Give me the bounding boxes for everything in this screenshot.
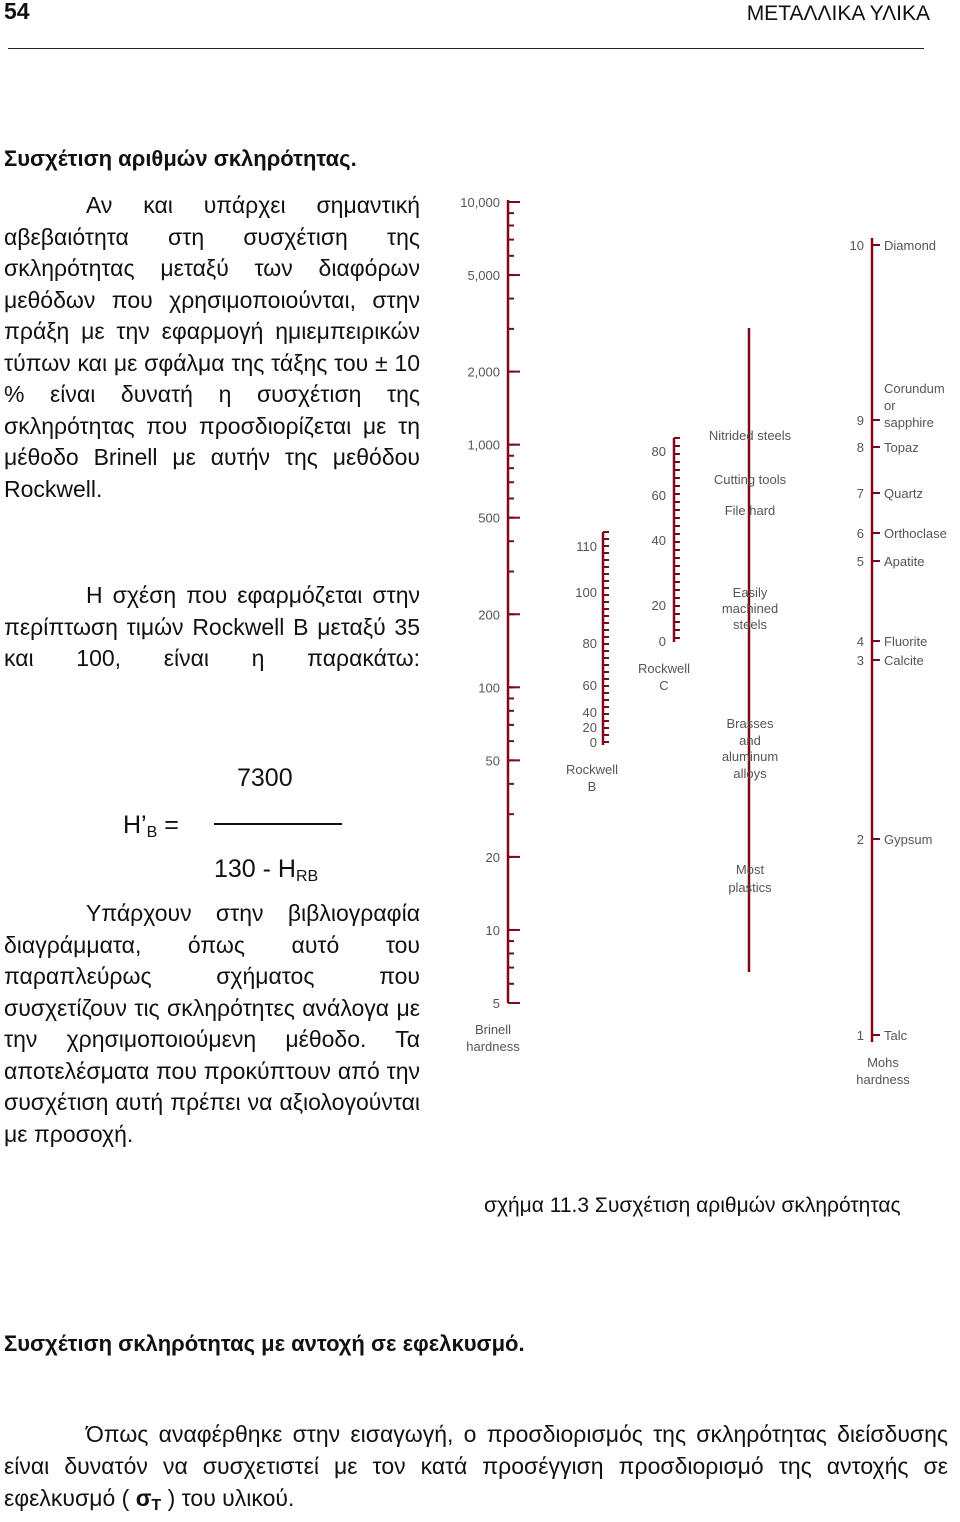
mohs-names	[884, 238, 947, 1043]
brinell-label: 5,000	[467, 268, 500, 284]
label-plastics-2: plastics	[728, 880, 772, 895]
rockwell-c-title-2: C	[659, 678, 669, 693]
rockwell-b-title-1: Rockwell	[565, 762, 619, 777]
brinell-label: 500	[478, 510, 500, 526]
mohs-number: 9	[856, 413, 864, 428]
rockwell-b-label: 60	[582, 678, 597, 693]
rockwell-c-label: 60	[651, 488, 666, 503]
rockwell-b-title-2: B	[587, 779, 597, 794]
rockwell-b-label: 100	[575, 585, 597, 600]
paragraph-tensile: Όπως αναφέρθηκε στην εισαγωγή, ο προσδιορισμός της σκληρότητας διείσδυσης είναι δυνατόν να συσχετιστεί με τον κατά προσέγγιση προσδιορισμό της αντοχής σε εφελκυσμό ( $\sigma_T$ ) του υλικού.	[4, 1421, 948, 1514]
label-brasses-3: aluminum	[721, 749, 779, 764]
mohs-name: Quartz	[884, 486, 924, 501]
label-easily-2: machined	[721, 601, 779, 616]
mohs-number: 1	[856, 1028, 864, 1043]
formula-denominator: $130 - H_{RB}$	[214, 855, 319, 885]
paragraph-intro: Αν και υπάρχει σημαντική αβεβαιότητα στη συσχέτιση της σκληρότητας μεταξύ των διαφόρων μεθόδων που χρησιμοποιούνται, στην πράξη με την εφαρμογή ημιεμπειρικών τύπων και με σφάλμα της τάξης του ± 10 % είναι δυνατή η συσχέτιση της σκληρότητας που προσδιορίζεται με τη μέθοδο Brinell με αυτήν της μεθόδου Rockwell.	[4, 192, 420, 502]
label-easily-3: steels	[733, 617, 767, 632]
formula-fraction-bar	[214, 823, 342, 825]
section-heading-tensile: Συσχέτιση σκληρότητας με αντοχή σε εφελκυσμό.	[4, 1331, 525, 1356]
brinell-title-2: hardness	[466, 1039, 520, 1054]
mohs-number: 4	[856, 634, 864, 649]
rockwell-c-labels	[652, 444, 666, 649]
brinell-label: 200	[478, 607, 500, 623]
brinell-label: 1,000	[467, 437, 500, 453]
rockwell-b-label: 80	[582, 636, 597, 651]
brinell-title-1: Brinell	[474, 1022, 512, 1037]
mohs-title-2: hardness	[856, 1072, 910, 1087]
mohs-name: Topaz	[884, 440, 919, 455]
mohs-name: Calcite	[884, 653, 924, 668]
formula-numerator: 7300	[237, 764, 293, 792]
mohs-numbers	[850, 238, 864, 1043]
mohs-number: 6	[856, 526, 864, 541]
label-brasses-2: and	[739, 733, 761, 748]
mohs-corundum-1: Corundum	[884, 381, 945, 396]
mohs-number: 2	[856, 832, 864, 847]
rockwell-b-label: 110	[576, 539, 597, 554]
mohs-corundum-2: or	[884, 398, 896, 413]
header-rule	[8, 48, 924, 49]
hardness-scales-figure	[440, 180, 960, 1180]
mohs-number: 10	[849, 238, 864, 253]
label-file-hard: File hard	[724, 503, 776, 518]
mohs-corundum-3: sapphire	[884, 415, 934, 430]
brinell-labels	[460, 195, 500, 1011]
paragraph-relation: Η σχέση που εφαρμόζεται στην περίπτωση τιμών Rockwell B μεταξύ 35 και 100, είναι η παρακάτω:	[4, 582, 420, 671]
rockwell-b-labels	[575, 539, 597, 750]
section-heading-correlation: Συσχέτιση αριθμών σκληρότητας.	[4, 146, 357, 171]
running-title: ΜΕΤΑΛΛΙΚΑ ΥΛΙΚΑ	[746, 2, 930, 25]
mohs-name: Talc	[884, 1028, 908, 1043]
mohs-name: Gypsum	[884, 832, 933, 847]
brinell-label: 10	[485, 922, 500, 938]
page-number: 54	[4, 0, 30, 24]
mohs-name: Apatite	[884, 554, 925, 569]
brinell-label: 20	[485, 849, 500, 865]
label-plastics-1: Most	[735, 862, 765, 877]
rockwell-c-label: 0	[658, 634, 666, 649]
mohs-number: 8	[856, 440, 864, 455]
mohs-title-1: Mohs	[867, 1055, 899, 1070]
brinell-label: 10,000	[460, 195, 500, 210]
rockwell-c-label: 40	[651, 533, 666, 548]
rockwell-b-label: 20	[582, 720, 597, 735]
label-brasses-4: alloys	[733, 766, 767, 781]
rockwell-c-title-1: Rockwell	[637, 661, 691, 676]
mohs-name: Orthoclase	[884, 526, 947, 541]
label-brasses-1: Brasses	[726, 716, 774, 731]
rockwell-b-label: 0	[589, 735, 597, 750]
brinell-label: 50	[485, 753, 500, 769]
rockwell-c-label: 20	[651, 598, 666, 613]
label-cutting-tools: Cutting tools	[713, 472, 787, 487]
mohs-name: Diamond	[884, 238, 937, 253]
brinell-label: 2,000	[467, 364, 500, 380]
brinell-label: 100	[478, 680, 500, 696]
mohs-number: 5	[856, 554, 864, 569]
rockwell-b-label: 40	[582, 705, 597, 720]
paragraph-diagrams: Υπάρχουν στην βιβλιογραφία διαγράμματα, όπως αυτό του παραπλεύρως σχήματος που συσχετίζουν τις σκληρότητες ανάλογα με την χρησιμοποιούμενη μέθοδο. Τα αποτελέσματα που προκύπτουν από την συσχέτιση αυτή πρέπει να αξιολογούνται με προσοχή.	[4, 900, 420, 1147]
label-nitrided-steels: Nitrided steels	[708, 428, 792, 443]
brinell-ticks	[508, 202, 520, 1003]
formula-lhs: $H’_B$ =	[123, 811, 179, 841]
rockwell-c-label: 80	[651, 444, 666, 459]
label-easily-1: Easily	[732, 585, 768, 600]
mohs-number: 3	[856, 653, 864, 668]
figure-caption: σχήμα 11.3 Συσχέτιση αριθμών σκληρότητας	[484, 1194, 901, 1217]
mohs-number: 7	[856, 486, 864, 501]
brinell-label: 5	[492, 996, 500, 1011]
mohs-name: Fluorite	[884, 634, 928, 649]
